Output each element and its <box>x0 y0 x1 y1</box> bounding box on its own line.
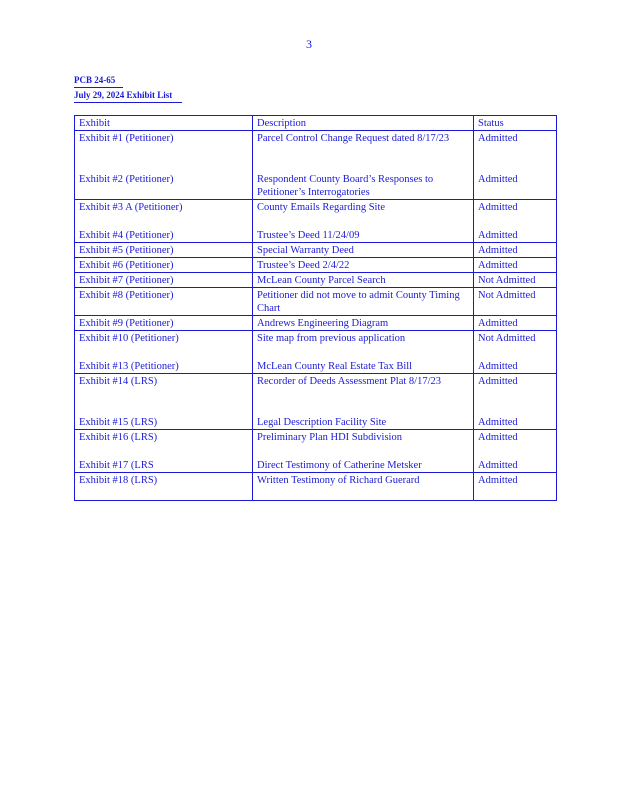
cell-status <box>474 288 557 316</box>
cell-status <box>474 243 557 258</box>
status-text: Admitted <box>478 133 518 144</box>
cell-status <box>474 374 557 430</box>
cell-description <box>253 430 474 473</box>
status-text: Admitted <box>478 376 518 387</box>
description-text: Recorder of Deeds Assessment Plat 8/17/23 <box>257 376 442 387</box>
status-text: Admitted <box>478 245 518 256</box>
document-header <box>74 73 182 103</box>
table-row <box>75 243 557 258</box>
description-text: Legal Description Facility Site <box>257 417 387 428</box>
cell-status <box>474 473 557 501</box>
exhibit-list-title: July 29, 2024 Exhibit List <box>74 88 182 103</box>
table-row <box>75 331 557 374</box>
exhibit-text: Exhibit #2 (Petitioner) <box>79 174 174 185</box>
cell-description <box>253 316 474 331</box>
exhibit-text: Exhibit #5 (Petitioner) <box>79 245 174 256</box>
table-row <box>75 273 557 288</box>
status-text: Not Admitted <box>478 333 536 344</box>
cell-exhibit <box>75 288 253 316</box>
cell-status <box>474 200 557 243</box>
cell-exhibit <box>75 316 253 331</box>
table-row <box>75 473 557 501</box>
exhibit-text: Exhibit #7 (Petitioner) <box>79 275 174 286</box>
description-text: McLean County Real Estate Tax Bill <box>257 361 413 372</box>
cell-description <box>253 288 474 316</box>
cell-exhibit <box>75 374 253 430</box>
column-header-description: Description <box>253 116 474 131</box>
exhibit-text: Exhibit #3 A (Petitioner) <box>79 202 183 213</box>
table-row <box>75 200 557 243</box>
description-text: County Emails Regarding Site <box>257 202 386 213</box>
description-text: Preliminary Plan HDI Subdivision <box>257 432 402 443</box>
column-header-exhibit: Exhibit <box>75 116 253 131</box>
exhibit-text: Exhibit #1 (Petitioner) <box>79 133 174 144</box>
status-text: Admitted <box>478 202 518 213</box>
exhibit-text: Exhibit #9 (Petitioner) <box>79 318 174 329</box>
column-header-status: Status <box>474 116 557 131</box>
exhibit-text: Exhibit #10 (Petitioner) <box>79 333 179 344</box>
table-row <box>75 430 557 473</box>
status-text: Admitted <box>478 260 518 271</box>
cell-description <box>253 374 474 430</box>
status-text: Admitted <box>478 417 518 428</box>
cell-status <box>474 331 557 374</box>
case-number: PCB 24-65 <box>74 73 123 88</box>
exhibit-text: Exhibit #6 (Petitioner) <box>79 260 174 271</box>
cell-description <box>253 331 474 374</box>
description-text: Special Warranty Deed <box>257 245 354 256</box>
status-text: Admitted <box>478 460 518 471</box>
cell-exhibit <box>75 258 253 273</box>
description-text: Site map from previous application <box>257 333 406 344</box>
cell-exhibit <box>75 243 253 258</box>
cell-exhibit <box>75 331 253 374</box>
cell-status <box>474 131 557 200</box>
status-text: Admitted <box>478 475 518 486</box>
table-header-row <box>75 116 557 131</box>
cell-description <box>253 273 474 288</box>
status-text: Admitted <box>478 174 518 185</box>
description-text: Trustee’s Deed 2/4/22 <box>257 260 350 271</box>
status-text: Admitted <box>478 432 518 443</box>
table-row <box>75 288 557 316</box>
exhibit-text: Exhibit #15 (LRS) <box>79 417 158 428</box>
cell-status <box>474 316 557 331</box>
page-number: 3 <box>306 37 312 51</box>
cell-status <box>474 430 557 473</box>
exhibit-text: Exhibit #16 (LRS) <box>79 432 158 443</box>
status-text: Not Admitted <box>478 290 536 301</box>
table-row <box>75 374 557 430</box>
cell-exhibit <box>75 430 253 473</box>
exhibit-text: Exhibit #13 (Petitioner) <box>79 361 179 372</box>
exhibit-text: Exhibit #14 (LRS) <box>79 376 158 387</box>
cell-description <box>253 258 474 273</box>
cell-exhibit <box>75 200 253 243</box>
description-text: Trustee’s Deed 11/24/09 <box>257 230 360 241</box>
exhibit-table <box>74 115 557 501</box>
table-row <box>75 258 557 273</box>
status-text: Admitted <box>478 318 518 329</box>
cell-description <box>253 131 474 200</box>
cell-exhibit <box>75 131 253 200</box>
description-text: Written Testimony of Richard Guerard <box>257 475 420 486</box>
cell-description <box>253 243 474 258</box>
description-text: Direct Testimony of Catherine Metsker <box>257 460 422 471</box>
exhibit-text: Exhibit #8 (Petitioner) <box>79 290 174 301</box>
status-text: Not Admitted <box>478 275 536 286</box>
exhibit-text: Exhibit #17 (LRS <box>79 460 154 471</box>
description-text: Petitioner did not move to admit County Timing Chart <box>257 290 460 314</box>
cell-description <box>253 200 474 243</box>
exhibit-text: Exhibit #4 (Petitioner) <box>79 230 174 241</box>
table-row <box>75 131 557 200</box>
status-text: Admitted <box>478 361 518 372</box>
cell-status <box>474 258 557 273</box>
cell-exhibit <box>75 473 253 501</box>
table-row <box>75 316 557 331</box>
status-text: Admitted <box>478 230 518 241</box>
description-text: Parcel Control Change Request dated 8/17/23 <box>257 133 450 144</box>
description-text: Respondent County Board’s Responses to Petitioner’s Interrogatories <box>257 174 434 198</box>
description-text: Andrews Engineering Diagram <box>257 318 389 329</box>
cell-description <box>253 473 474 501</box>
description-text: McLean County Parcel Search <box>257 275 386 286</box>
cell-status <box>474 273 557 288</box>
cell-exhibit <box>75 273 253 288</box>
exhibit-text: Exhibit #18 (LRS) <box>79 475 158 486</box>
